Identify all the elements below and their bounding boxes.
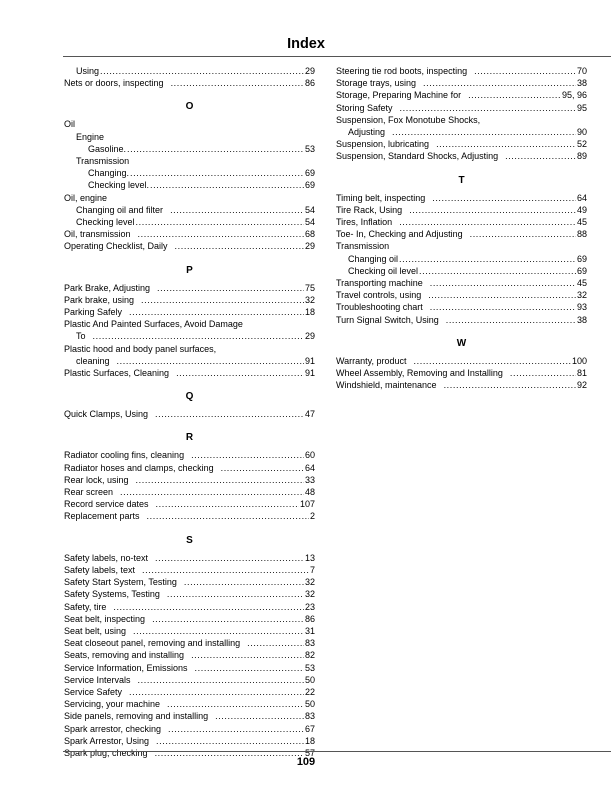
dot-leader	[120, 486, 304, 498]
dot-leader	[170, 204, 304, 216]
index-page-ref: 88	[576, 229, 587, 240]
index-entry-text: Quick Clamps, Using	[64, 409, 149, 420]
index-entry-text: Safety, tire	[64, 601, 107, 612]
index-entry-text: Changing.	[88, 168, 130, 179]
index-entry-text: Turn Signal Switch, Using	[336, 314, 439, 325]
index-entry-text: Safety labels, text	[64, 564, 136, 575]
index-entry-text: Checking oil level	[348, 265, 419, 276]
index-entry-text: Steering tie rod boots, inspecting	[336, 66, 468, 76]
index-entry-text: Replacement parts	[64, 511, 140, 522]
dot-leader	[215, 710, 304, 722]
index-entry	[64, 216, 315, 228]
index-entry	[64, 588, 315, 600]
index-entry-text: Suspension, Standard Shocks, Adjusting	[336, 151, 499, 162]
dot-leader	[436, 138, 576, 150]
dot-leader	[175, 240, 304, 252]
index-entry	[64, 408, 315, 420]
index-page-ref: 32	[304, 294, 315, 305]
index-page-ref: 69	[304, 180, 315, 191]
index-entry	[336, 192, 587, 204]
dot-leader	[444, 379, 576, 391]
dot-leader	[247, 637, 304, 649]
dot-leader	[147, 510, 309, 522]
index-entry	[336, 204, 587, 216]
index-entry-text: Oil, transmission	[64, 229, 131, 240]
index-section-letter: O	[185, 101, 194, 113]
index-page-ref: 22	[304, 686, 315, 697]
index-page-ref: 91	[304, 368, 315, 379]
index-page-ref: 82	[304, 650, 315, 661]
index-entry	[336, 65, 587, 77]
index-page-ref: 38	[576, 78, 587, 89]
index-entry-text: To	[76, 331, 86, 342]
index-heading: Oil	[64, 119, 75, 130]
index-page-ref: 47	[304, 409, 315, 420]
dot-leader	[399, 253, 576, 265]
index-entry	[336, 138, 587, 150]
index-entry	[64, 204, 315, 216]
index-page-ref: 83	[304, 638, 315, 649]
index-entry-text: Rear screen	[64, 487, 114, 498]
index-page-ref: 45	[576, 278, 587, 289]
dot-leader	[446, 314, 576, 326]
index-entry-text: Wheel Assembly, Removing and Installing	[336, 368, 503, 379]
index-page-ref: 69	[576, 265, 587, 276]
index-page-ref: 64	[304, 462, 315, 473]
index-page-ref: 83	[304, 711, 315, 722]
index-page-ref: 69	[304, 168, 315, 179]
index-heading: Suspension, Fox Monotube Shocks,	[336, 114, 481, 125]
index-page-ref: 100	[571, 355, 587, 366]
index-entry	[64, 486, 315, 498]
index-heading: Engine	[76, 131, 105, 142]
index-page-ref: 32	[576, 290, 587, 301]
dot-leader	[510, 367, 576, 379]
index-entry	[64, 294, 315, 306]
header-rule	[63, 56, 611, 57]
index-page-ref: 32	[304, 577, 315, 588]
index-entry-text: Radiator hoses and clamps, checking	[64, 462, 214, 473]
index-entry-text: Spark arrestor, checking	[64, 723, 162, 734]
page-number: 109	[296, 756, 316, 768]
index-entry-text: Checking level.	[88, 180, 150, 191]
index-entry	[336, 355, 587, 367]
index-entry	[64, 143, 315, 155]
index-page-ref: 2	[309, 511, 315, 522]
dot-leader	[156, 735, 304, 747]
index-entry-text: Warranty, product	[336, 355, 407, 366]
index-entry	[336, 265, 587, 277]
dot-leader	[167, 588, 304, 600]
index-page-ref: 23	[304, 601, 315, 612]
index-page-ref: 75	[304, 282, 315, 293]
index-entry-text: Gasoline.	[88, 143, 127, 154]
index-entry-text: Service Intervals	[64, 674, 131, 685]
index-entry	[64, 474, 315, 486]
index-entry	[336, 301, 587, 313]
dot-leader	[423, 77, 576, 89]
dot-leader	[470, 228, 576, 240]
index-entry	[336, 379, 587, 391]
index-page-ref: 54	[304, 204, 315, 215]
index-page-ref: 29	[304, 241, 315, 252]
dot-leader	[136, 474, 304, 486]
dot-leader	[392, 126, 576, 138]
index-entry-text: Travel controls, using	[336, 290, 422, 301]
index-entry	[64, 306, 315, 318]
index-page-ref: 53	[304, 662, 315, 673]
index-entry	[64, 649, 315, 661]
index-page-ref: 45	[576, 217, 587, 228]
index-entry	[64, 282, 315, 294]
dot-leader	[191, 649, 304, 661]
index-entry-text: Adjusting	[348, 127, 386, 138]
dot-leader	[155, 408, 304, 420]
index-entry-text: Spark Arrestor, Using	[64, 735, 150, 746]
dot-leader	[221, 462, 304, 474]
index-entry-text: Park brake, using	[64, 294, 135, 305]
index-entry-text: Parking Safely	[64, 307, 123, 318]
index-page-ref: 50	[304, 674, 315, 685]
index-entry	[64, 367, 315, 379]
index-page-ref: 52	[576, 139, 587, 150]
index-entry	[64, 510, 315, 522]
index-entry	[336, 289, 587, 301]
index-page-ref: 54	[304, 217, 315, 228]
dot-leader	[409, 204, 576, 216]
index-entry	[64, 167, 315, 179]
dot-leader	[127, 143, 304, 155]
index-heading: Plastic And Painted Surfaces, Avoid Damage	[64, 319, 243, 330]
index-entry	[64, 77, 315, 89]
index-entry-text: Checking level	[76, 217, 135, 228]
index-page-ref: 48	[304, 487, 315, 498]
dot-leader	[133, 625, 304, 637]
index-heading: Plastic hood and body panel surfaces,	[64, 343, 217, 354]
index-page-ref: 31	[304, 625, 315, 636]
dot-leader	[136, 216, 304, 228]
index-section-letter: R	[185, 432, 194, 444]
index-entry	[64, 723, 315, 735]
dot-leader	[468, 89, 561, 101]
index-page-ref: 18	[304, 307, 315, 318]
index-entry-text: Rear lock, using	[64, 474, 129, 485]
index-page-ref: 68	[304, 229, 315, 240]
index-entry-text: Operating Checklist, Daily	[64, 241, 168, 252]
index-entry	[64, 179, 315, 191]
dot-leader	[430, 277, 576, 289]
index-page-ref: 93	[576, 302, 587, 313]
index-entry-text: Seat belt, using	[64, 625, 127, 636]
index-page-ref: 81	[576, 368, 587, 379]
index-entry-text: Service Safety	[64, 686, 123, 697]
index-entry	[64, 240, 315, 252]
dot-leader	[168, 723, 304, 735]
index-entry	[64, 625, 315, 637]
index-entry	[64, 735, 315, 747]
index-entry-text: Tire Rack, Using	[336, 204, 403, 215]
dot-leader	[100, 65, 304, 77]
index-heading: Oil, engine	[64, 192, 108, 203]
dot-leader	[150, 179, 304, 191]
index-page-ref: 90	[576, 127, 587, 138]
dot-leader	[414, 355, 571, 367]
dot-leader	[167, 698, 304, 710]
dot-leader	[157, 282, 304, 294]
dot-leader	[428, 289, 576, 301]
index-entry-text: Seat closeout panel, removing and installing	[64, 638, 241, 649]
index-page-ref: 29	[304, 66, 315, 76]
index-entry-text: Timing belt, inspecting	[336, 192, 426, 203]
index-page-ref: 32	[304, 589, 315, 600]
index-page-ref: 67	[304, 723, 315, 734]
index-page-ref: 64	[576, 192, 587, 203]
index-entry	[64, 674, 315, 686]
dot-leader	[195, 662, 304, 674]
dot-leader	[191, 449, 304, 461]
dot-leader	[430, 301, 576, 313]
index-entry	[64, 637, 315, 649]
index-heading: Transmission	[336, 241, 390, 252]
index-page-ref: 18	[304, 735, 315, 746]
index-entry	[64, 355, 315, 367]
index-section-letter: Q	[185, 391, 194, 403]
index-entry	[64, 564, 315, 576]
dot-leader	[129, 306, 304, 318]
index-entry-text: Using	[76, 66, 100, 76]
dot-leader	[93, 330, 304, 342]
index-entry	[336, 367, 587, 379]
index-page-ref: 57	[304, 747, 315, 758]
index-entry	[336, 216, 587, 228]
index-entry	[64, 710, 315, 722]
index-section-letter: W	[456, 337, 467, 349]
index-entry	[336, 228, 587, 240]
index-entry	[336, 277, 587, 289]
index-entry-text: Record service dates	[64, 499, 149, 510]
index-page-ref: 86	[304, 78, 315, 89]
index-page-ref: 95	[576, 102, 587, 113]
index-entry-text: Side panels, removing and installing	[64, 711, 209, 722]
index-entry-text: Seat belt, inspecting	[64, 613, 146, 624]
index-entry-text: Park Brake, Adjusting	[64, 282, 151, 293]
index-section-letter: S	[186, 534, 193, 546]
index-page-ref: 86	[304, 613, 315, 624]
index-section-letter: P	[186, 264, 193, 276]
dot-leader	[419, 265, 576, 277]
index-entry	[336, 102, 587, 114]
index-entry	[64, 601, 315, 613]
index-page-ref: 92	[576, 380, 587, 391]
index-entry-text: Toe- In, Checking and Adjusting	[336, 229, 463, 240]
index-entry-text: Changing oil	[348, 253, 399, 264]
dot-leader	[141, 294, 304, 306]
index-entry-text: Service Information, Emissions	[64, 662, 188, 673]
index-entry	[64, 613, 315, 625]
index-column-left	[64, 65, 315, 759]
index-entry	[64, 228, 315, 240]
index-entry	[336, 126, 587, 138]
index-entry	[64, 330, 315, 342]
index-entry	[64, 65, 315, 77]
dot-leader	[171, 77, 304, 89]
index-entry-text: Spark plug, checking	[64, 747, 148, 758]
index-section-letter: T	[458, 174, 465, 186]
dot-leader	[138, 674, 304, 686]
index-page-ref: 7	[309, 564, 315, 575]
index-page-ref: 13	[304, 552, 315, 563]
index-entry-text: cleaning	[76, 355, 110, 366]
dot-leader	[156, 498, 299, 510]
index-entry-text: Safety Systems, Testing	[64, 589, 160, 600]
dot-leader	[129, 686, 304, 698]
dot-leader	[113, 601, 304, 613]
index-page-ref: 50	[304, 699, 315, 710]
index-entry	[336, 253, 587, 265]
page-title: Index	[287, 36, 325, 52]
index-page-ref: 33	[304, 474, 315, 485]
index-entry-text: Safety labels, no-text	[64, 552, 149, 563]
index-entry-text: Safety Start System, Testing	[64, 577, 177, 588]
index-page-ref: 53	[304, 143, 315, 154]
index-entry-text: Tires, Inflation	[336, 217, 393, 228]
index-entry	[336, 314, 587, 326]
dot-leader	[155, 552, 304, 564]
dot-leader	[176, 367, 304, 379]
index-page-ref: 95, 96	[561, 90, 587, 101]
index-entry-text: Suspension, lubricating	[336, 139, 430, 150]
index-page-ref: 38	[576, 314, 587, 325]
footer-rule	[63, 751, 611, 752]
index-page-ref: 70	[576, 66, 587, 76]
index-page-ref: 91	[304, 355, 315, 366]
index-page-ref: 29	[304, 331, 315, 342]
index-entry	[336, 89, 587, 101]
index-entry	[64, 662, 315, 674]
index-entry-text: Storage, Preparing Machine for	[336, 90, 462, 101]
index-entry-text: Plastic Surfaces, Cleaning	[64, 368, 170, 379]
index-entry-text: Nets or doors, inspecting	[64, 78, 164, 89]
index-entry	[64, 449, 315, 461]
index-entry-text: Troubleshooting chart	[336, 302, 423, 313]
dot-leader	[399, 216, 576, 228]
index-entry	[64, 576, 315, 588]
dot-leader	[152, 613, 304, 625]
index-entry-text: Storing Safety	[336, 102, 393, 113]
dot-leader	[432, 192, 576, 204]
dot-leader	[184, 576, 304, 588]
dot-leader	[130, 167, 304, 179]
index-entry	[64, 462, 315, 474]
dot-leader	[142, 564, 309, 576]
dot-leader	[117, 355, 304, 367]
index-heading: Transmission	[76, 156, 130, 167]
index-entry-text: Storage trays, using	[336, 78, 417, 89]
index-entry-text: Seats, removing and installing	[64, 650, 185, 661]
dot-leader	[138, 228, 304, 240]
index-entry	[64, 498, 315, 510]
index-entry	[64, 552, 315, 564]
index-page-ref: 89	[576, 151, 587, 162]
index-column-right	[336, 65, 587, 391]
index-entry	[336, 77, 587, 89]
index-entry-text: Windshield, maintenance	[336, 380, 437, 391]
index-entry-text: Changing oil and filter	[76, 204, 164, 215]
index-entry-text: Transporting machine	[336, 278, 423, 289]
index-entry-text: Radiator cooling fins, cleaning	[64, 450, 185, 461]
index-entry	[64, 698, 315, 710]
index-entry-text: Servicing, your machine	[64, 699, 161, 710]
dot-leader	[400, 102, 576, 114]
dot-leader	[505, 150, 576, 162]
dot-leader	[474, 65, 576, 77]
index-entry	[336, 150, 587, 162]
index-page-ref: 69	[576, 253, 587, 264]
index-page-ref: 107	[299, 499, 315, 510]
index-page-ref: 49	[576, 204, 587, 215]
index-entry	[64, 686, 315, 698]
index-page-ref: 60	[304, 450, 315, 461]
